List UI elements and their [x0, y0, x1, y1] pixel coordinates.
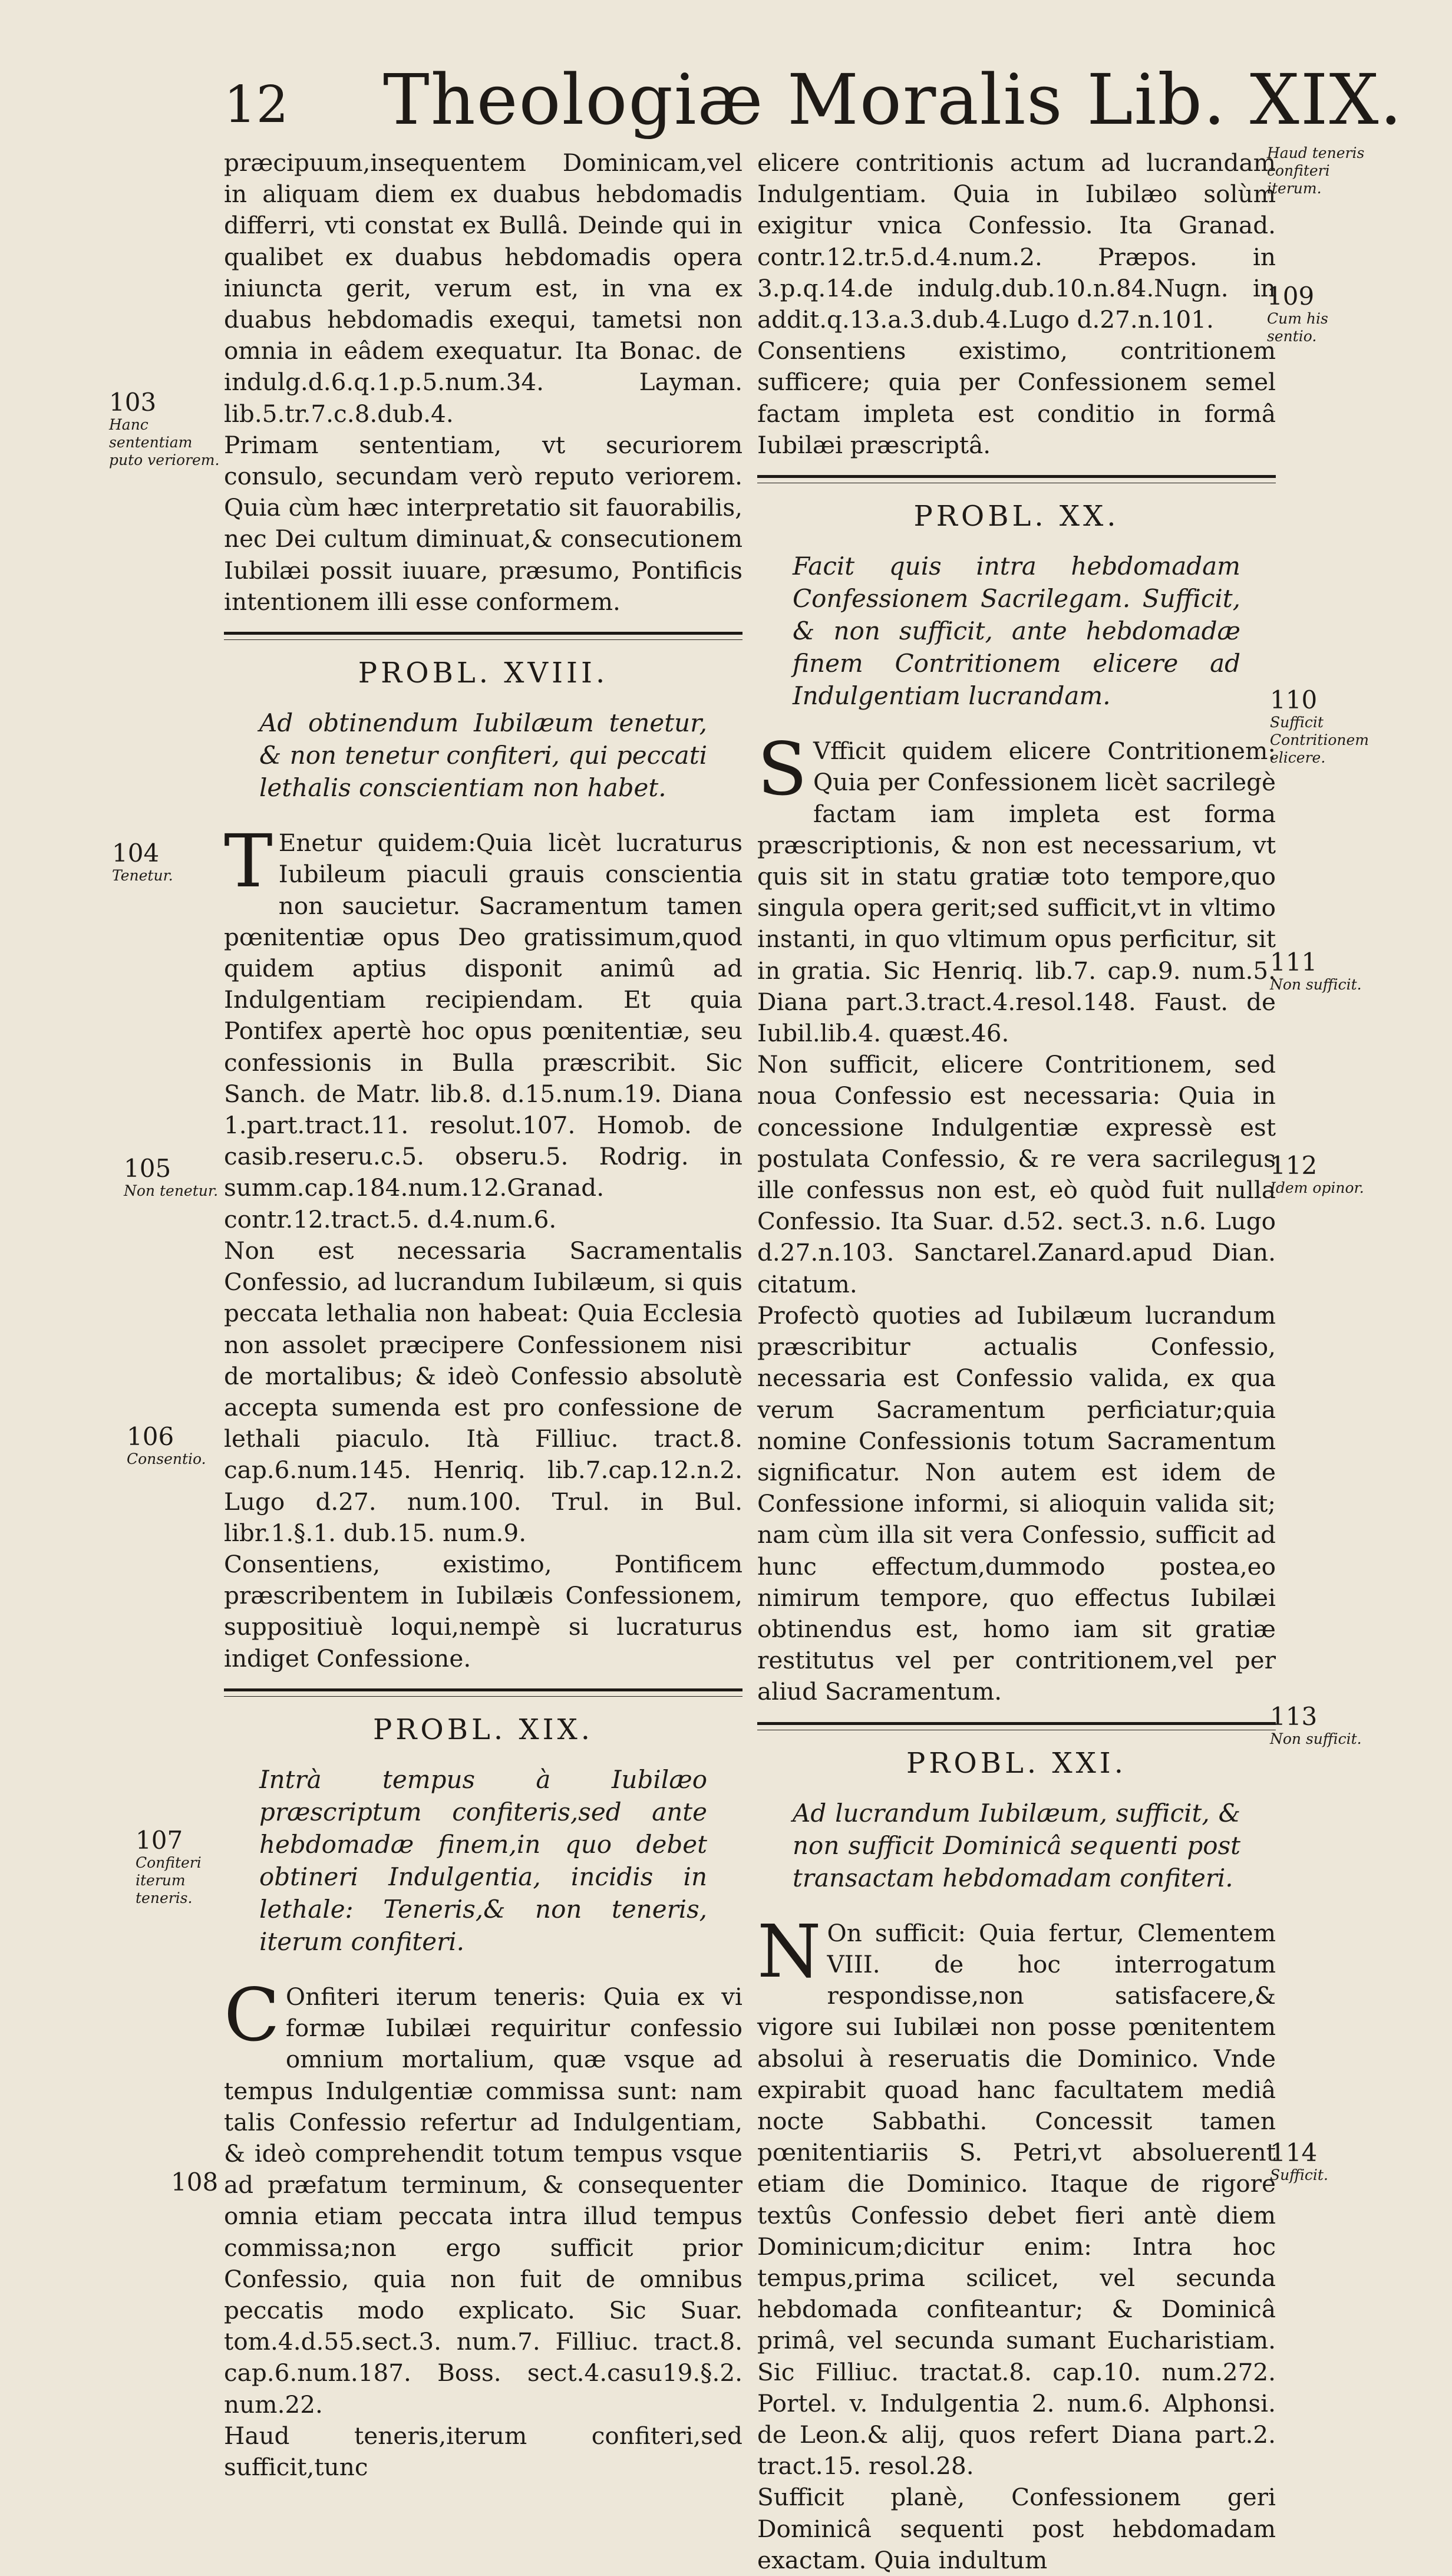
paragraph-top-right: elicere contritionis actum ad lucrandam Indulgentiam. Quia in Iubilæo solùm exigitur vnica Confessio. Ita Granad. contr.12.tr.5.d.4.num.2. Præpos. in 3.p.q.14.de indulg.dub.10.n.84.Nugn. in addit.q.13.a.3.dub.4.Lugo d.27.n.101. — [757, 149, 1276, 334]
drop-cap-initial: C — [224, 1973, 280, 2058]
problem-20-title: PROBL. XX. — [913, 500, 1120, 533]
problem-21-question: Ad lucrandum Iubilæum, sufficit, & non sufficit Dominicâ sequenti post transactam hebdomadam confiteri. — [793, 1798, 1240, 1892]
margin-note-text: Sufficit. — [1270, 2166, 1328, 2184]
paragraph-113 — [757, 1909, 1276, 2482]
margin-number: 110 — [1270, 685, 1318, 714]
margin-number: 112 — [1270, 1151, 1318, 1180]
margin-number: 111 — [1270, 948, 1318, 977]
page-number: 12 — [224, 75, 289, 134]
paragraph-106: Consentiens, existimo, Pontificem præscribentem in Iubilæis Confessionem, suppositiuè loqui,nempè si lucraturus indiget Confessione. — [224, 1549, 742, 1673]
problem-18-question: Ad obtinendum Iubilæum tenetur, & non tenetur confiteri, qui peccati lethalis conscientiam non habet. — [259, 708, 707, 803]
paragraph-103: Primam sententiam, vt securiorem consulo, secundam verò reputo veriorem. Quia cùm hæc interpretatio sit fauorabilis, nec Dei cultum diminuat,& consecutionem Iubilæi possit iuuare, præsumo, Pontificis intentionem illi esse conformem. — [224, 430, 742, 616]
margin-number: 114 — [1270, 2138, 1318, 2167]
problem-21-title: PROBL. XXI. — [906, 1746, 1127, 1780]
margin-note-103 — [109, 389, 221, 469]
problem-20-question: Facit quis intra hebdomadam Confessionem Sacrilegam. Sufficit, & non sufficit, ante hebdomadæ finem Contritionem elicere ad Indulgentiam lucrandam. — [793, 552, 1240, 711]
paragraph-113-text: On sufficit: Quia fertur, Clementem VIII. de hoc interrogatum respondisse,non satisfacere,& vigore sui Iubilæi non posse pœnitentem absolui à reseruatis die Dominico. Vnde expirabit quoad hanc facultatem mediâ nocte Sabbathi. Concessit tamen pœnitentiariis S. Petri,vt absoluerent etiam die Dominico. Itaque de rigore textûs Confessio debet fieri antè diem Dominicum;dicitur enim: Intra hoc tempus,prima scilicet, vel secunda hebdomada confiteantur; & Dominicâ primâ, vel secunda sumant Eucharistiam. Sic Filliuc. tractat.8. cap.10. num.272. Portel. v. Indulgentia 2. num.6. Alphonsi. de Leon.& alij, quos refert Diana part.2. tract.15. resol.28. — [757, 1918, 1276, 2481]
drop-cap-initial: T — [224, 819, 273, 905]
margin-note-text: Confiteri iterum teneris. — [136, 1854, 202, 1907]
margin-number: 106 — [127, 1422, 174, 1451]
margin-note-107 — [136, 1827, 224, 1907]
margin-note-text: Consentio. — [127, 1450, 206, 1467]
margin-note-text: Cum his sentio. — [1267, 310, 1328, 345]
problem-19-question: Intrà tempus à Iubilæo præscriptum confiteris,sed ante hebdomadæ finem,in quo debet obtineri Indulgentia, incidis in lethale: Teneris,& non teneris, iterum confiteri. — [259, 1764, 707, 1956]
section-rule — [224, 1688, 742, 1697]
margin-number: 113 — [1270, 1702, 1318, 1731]
margin-note-114 — [1270, 2139, 1382, 2184]
right-column — [757, 147, 1276, 2576]
left-column — [224, 147, 742, 2483]
margin-note-text: Idem opinor. — [1270, 1179, 1364, 1196]
paragraph-intro: præcipuum,insequentem Dominicam,vel in aliquam diem ex duabus hebdomadis differri, vti constat ex Bullâ. Deinde qui in qualibet ex duabus hebdomadis opera iniuncta gerit, verum est, in vna ex duabus hebdomadis exequi, tametsi non omnia in eâdem exequatur. Ita Bonac. de indulg.d.6.q.1.p.5.num.34. Layman. lib.5.tr.7.c.8.dub.4. — [224, 149, 742, 428]
paragraph-107-text: Onfiteri iterum teneris: Quia ex vi formæ Iubilæi requiritur confessio omnium mortalium, quæ vsque ad tempus Indulgentiæ commissa sunt: nam talis Confessio refertur ad Indulgentiam, & ideò comprehendit totum tempus vsque ad præfatum terminum, & consequenter omnia etiam peccata intra illud tempus commissa;non ergo sufficit prior Confessio, quia non fuit de omnibus peccatis modo explicato. Sic Suar. tom.4.d.55.sect.3. num.7. Filliuc. tract.8. cap.6.num.187. Boss. sect.4.casu19.§.2. num.22. — [224, 1982, 742, 2419]
drop-cap-initial: S — [757, 727, 807, 813]
paragraph-110 — [757, 727, 1276, 1049]
paragraph-108: Haud teneris,iterum confiteri,sed sufficit,tunc — [224, 2421, 742, 2481]
running-title: Theologiæ Moralis Lib. XIX. — [383, 59, 1404, 140]
paragraph-112: Profectò quoties ad Iubilæum lucrandum præscribitur actualis Confessio, necessaria est Confessio valida, ex qua verum Sacramentum perficiatur;quia nomine Confessionis totum Sacramentum significatur. Non autem est idem de Confessione informi, si alioquin valida sit; nam cùm illa sit vera Confessio, sufficit ad hunc effectum,dummodo postea,eo nimirum tempore, quo effectus Iubilæi obtinendus est, homo iam sit gratiæ restitutus vel per contritionem,vel per aliud Sacramentum. — [757, 1301, 1276, 1706]
paragraph-109: Consentiens existimo, contritionem sufficere; quia per Confessionem semel factam impleta est conditio in formâ Iubilæi præscriptâ. — [757, 337, 1276, 459]
margin-note-104 — [112, 840, 218, 885]
margin-note-haud — [1267, 144, 1379, 197]
margin-number: 109 — [1267, 282, 1315, 311]
margin-note-113 — [1270, 1703, 1382, 1748]
margin-note-109 — [1267, 283, 1379, 345]
margin-number: 103 — [109, 388, 157, 417]
margin-number: 104 — [112, 839, 160, 868]
margin-number: 105 — [124, 1154, 171, 1183]
margin-note-111 — [1270, 949, 1382, 994]
section-rule — [757, 1722, 1276, 1730]
margin-note-110 — [1270, 687, 1382, 767]
problem-19-title: PROBL. XIX. — [372, 1713, 593, 1746]
paragraph-114: Sufficit planè, Confessionem geri Dominicâ sequenti post hebdomadam exactam. Quia indultum — [757, 2483, 1276, 2574]
margin-note-text: Sufficit Contritionem elicere. — [1270, 714, 1369, 766]
section-rule — [757, 475, 1276, 483]
margin-note-text: Haud teneris confiteri iterum. — [1267, 144, 1365, 197]
margin-number: 108 — [171, 2168, 219, 2196]
margin-note-text: Non sufficit. — [1270, 976, 1362, 993]
paragraph-104 — [224, 819, 742, 1235]
margin-note-105 — [124, 1155, 218, 1200]
margin-note-text: Non tenetur. — [124, 1182, 219, 1199]
drop-cap-initial: N — [757, 1909, 821, 1994]
paragraph-111: Non sufficit, elicere Contritionem, sed noua Confessio est necessaria: Quia in concessione Indulgentiæ expressè est postulata Confessio, & re vera sacrilegus ille confessus non est, eò quòd fuit nulla Confessio. Ita Suar. d.52. sect.3. n.6. Lugo d.27.n.103. Sanctarel.Zanard.apud Dian. citatum. — [757, 1050, 1276, 1298]
margin-note-text: Tenetur. — [112, 867, 173, 884]
margin-note-106 — [127, 1423, 221, 1468]
page-header — [224, 59, 1404, 141]
paragraph-110-text: Vfficit quidem elicere Contritionem: Quia per Confessionem licèt sacrilegè factam iam impleta est forma præscriptionis, & non est necessarium, vt quis sit in statu gratiæ toto tempore,quo singula opera gerit;sed sufficit,vt in vltimo instanti, in quo vltimum opus perficitur, sit in gratia. Sic Henriq. lib.7. cap.9. num.5. Diana part.3.tract.4.resol.148. Faust. de Iubil.lib.4. quæst.46. — [757, 737, 1276, 1048]
margin-number: 107 — [136, 1826, 183, 1855]
paragraph-105: Non est necessaria Sacramentalis Confessio, ad lucrandum Iubilæum, si quis peccata lethalia non habeat: Quia Ecclesia non assolet præcipere Confessionem nisi de mortalibus; & ideò Confessio absolutè accepta sumenda est pro confessione de lethali piaculo. Ità Filliuc. tract.8. cap.6.num.145. Henriq. lib.7.cap.12.n.2. Lugo d.27. num.100. Trul. in Bul. libr.1.§.1. dub.15. num.9. — [224, 1236, 742, 1547]
margin-note-text: Non sufficit. — [1270, 1730, 1362, 1747]
paragraph-107 — [224, 1973, 742, 2420]
paragraph-104-text: Enetur quidem:Quia licèt lucraturus Iubileum piaculi grauis conscientia non saucietur. Sacramentum tamen pœnitentiæ opus Deo gratissimum,quod quidem aptius disponit animû ad Indulgentiam recipiendam. Et quia Pontifex apertè hoc opus pœnitentiæ, seu confessionis in Bulla præscribit. Sic Sanch. de Matr. lib.8. d.15.num.19. Diana 1.part.tract.11. resolut.107. Homob. de casib.reseru.c.5. obseru.5. Rodrig. in summ.cap.184.num.12.Granad. contr.12.tract.5. d.4.num.6. — [224, 829, 742, 1233]
problem-18-title: PROBL. XVIII. — [358, 657, 609, 690]
margin-note-108 — [171, 2169, 230, 2196]
margin-note-112 — [1270, 1152, 1388, 1197]
margin-note-text: Hanc sententiam puto veriorem. — [109, 416, 220, 469]
section-rule — [224, 632, 742, 640]
